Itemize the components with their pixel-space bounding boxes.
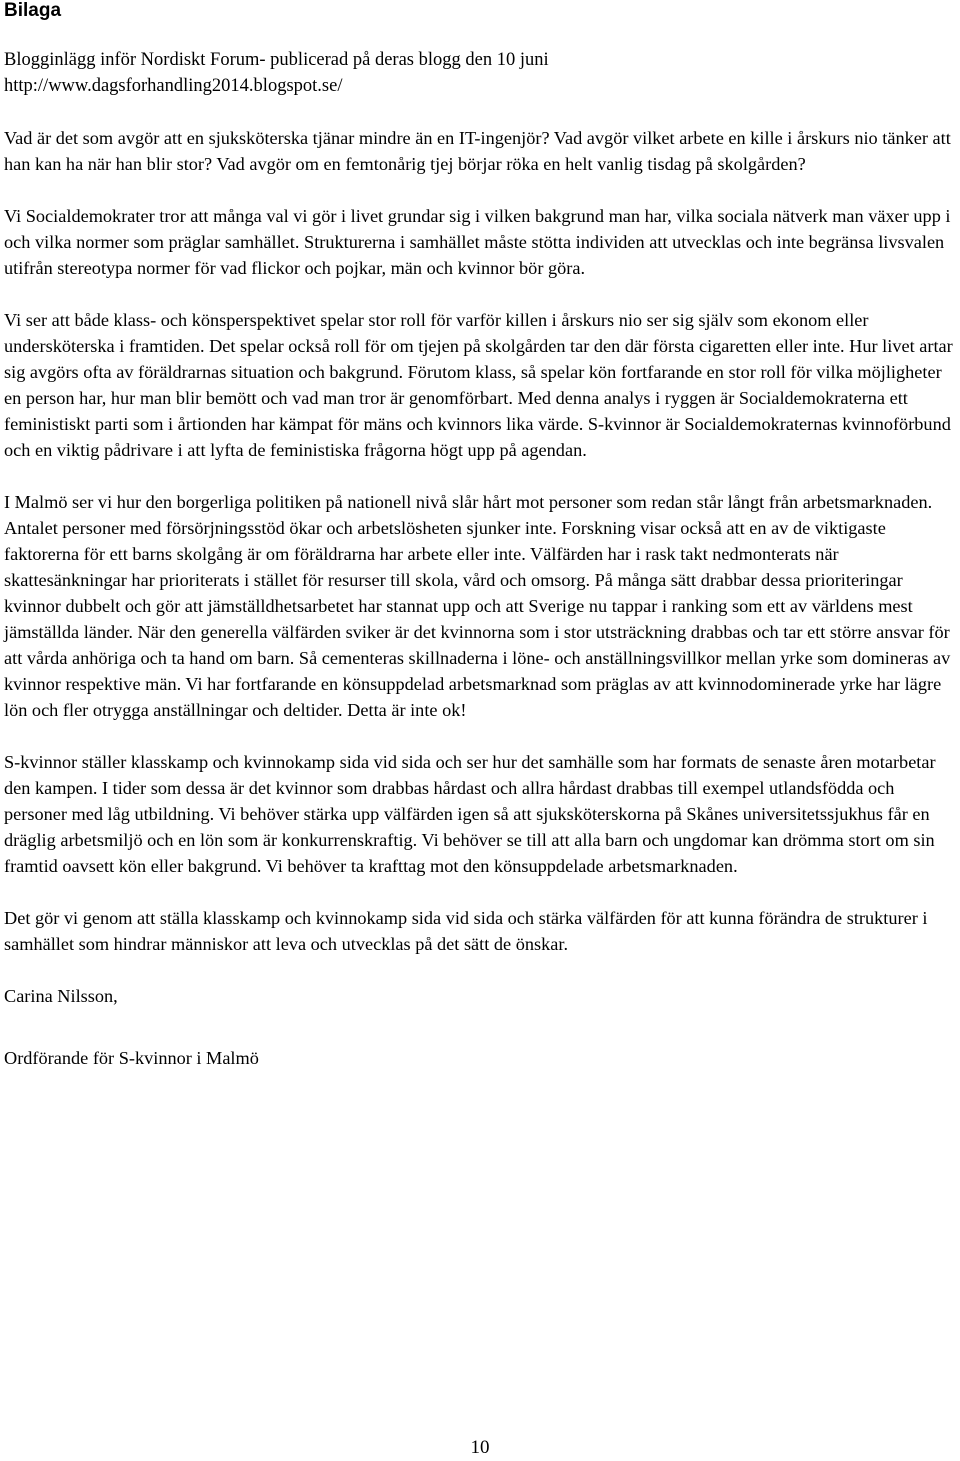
page-heading: Bilaga [4,0,62,21]
intro-blog-url: http://www.dagsforhandling2014.blogspot.se/ [4,75,343,96]
signature-name: Carina Nilsson, [4,986,118,1006]
paragraph-1: Vad är det som avgör att en sjuksköterska tjänar mindre än en IT-ingenjör? Vad avgör vilket arbete en kille i årskurs nio tänker att han kan ha när han blir stor? Vad avgör om en femtonårig tjej börjar röka en helt vanlig tisdag på skolgården? [4,128,951,174]
intro-publication-note: Blogginlägg inför Nordiskt Forum- publicerad på deras blogg den 10 juni [4,50,549,70]
signature-title: Ordförande för S-kvinnor i Malmö [4,1048,259,1068]
paragraph-5: S-kvinnor ställer klasskamp och kvinnokamp sida vid sida och ser hur det samhälle som har formats de senaste åren motarbetar den kampen. I tider som dessa är det kvinnor som drabbas hårdast och allra hårdast drabbas till exempel utlandsfödda och personer med låg utbildning. Vi behöver stärka upp välfärden igen så att sjuksköterskorna på Skånes universitetssjukhus får en dräglig arbetsmiljö och en lön som är konkurrenskraftig. Vi behöver se till att alla barn och ungdomar kan drömma stort om sin framtid oavsett kön eller bakgrund. Vi behöver ta krafttag mot den könsuppdelade arbetsmarknaden. [4,752,936,876]
intro-block [4,48,956,99]
paragraph-2: Vi Socialdemokrater tror att många val vi gör i livet grundar sig i vilken bakgrund man har, vilka sociala nätverk man växer upp i och vilka normer som präglar samhället. Strukturerna i samhället måste stötta individen att utvecklas och inte begränsa livsvalen utifrån stereotypa normer för vad flickor och pojkar, män och kvinnor bör göra. [4,206,951,278]
document-page [4,0,956,1071]
page-number: 10 [470,1437,490,1458]
paragraph-4: I Malmö ser vi hur den borgerliga politiken på nationell nivå slår hårt mot personer som redan står långt från arbetsmarknaden. Antalet personer med försörjningsstöd ökar och arbetslösheten sjunker inte. Forskning visar också att en av de viktigaste faktorerna för ett barns skolgång är om föräldrarna har arbete eller inte. Välfärden har i rask takt nedmonterats när skattesänkningar har prioriterats i stället för resurser till skola, vård och omsorg. På många sätt drabbar dessa prioriteringar kvinnor dubbelt och gör att jämställdhetsarbetet har stannat upp och att Sverige nu tappar i ranking som ett av världens mest jämställda länder. När den generella välfärden sviker är det kvinnorna som i stor utsträckning drabbas och tar ett större ansvar för att vårda anhöriga och ta hand om barn. Så cementeras skillnaderna i löne- och anställningsvillkor mellan yrke som domineras av kvinnor respektive män. Vi har fortfarande en könsuppdelad arbetsmarknad som präglas av att kvinnodominerade yrke har lägre lön och fler otrygga anställningar och deltider. Detta är inte ok! [4,492,951,720]
paragraph-3: Vi ser att både klass- och könsperspektivet spelar stor roll för varför killen i årskurs nio ser sig själv som ekonom eller undersköterska i framtiden. Det spelar också roll för om tjejen på skolgården tar den där första cigaretten eller inte. Hur livet artar sig avgörs ofta av föräldrarnas situation och bakgrund. Förutom klass, så spelar kön fortfarande en stor roll för vilka möjligheter en person har, hur man blir bemött och vad man tror är genomförbart. Med denna analys i ryggen är Socialdemokraterna ett feministiskt parti som i årtionden har kämpat för mäns och kvinnors lika värde. S-kvinnor är Socialdemokraternas kvinnoförbund och en viktig pådrivare i att lyfta de feministiska frågorna högt upp på agendan. [4,310,953,460]
paragraph-6: Det gör vi genom att ställa klasskamp och kvinnokamp sida vid sida och stärka välfärden för att kunna förändra de strukturer i samhället som hindrar människor att leva och utvecklas på det sätt de önskar. [4,908,928,954]
